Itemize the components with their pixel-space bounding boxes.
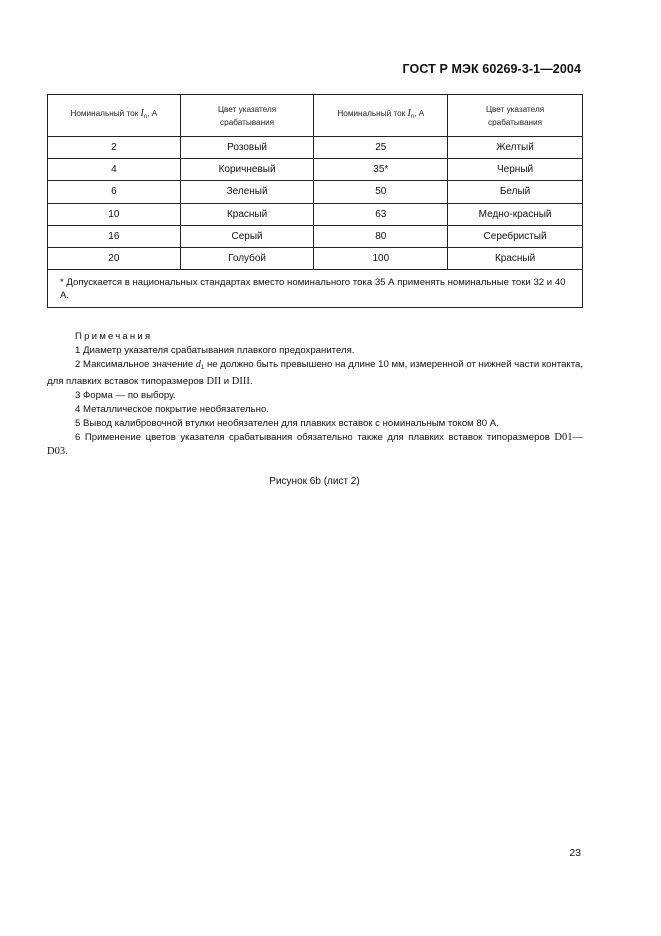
col-header-indicator-color: Цвет указателя срабатывания <box>448 95 583 137</box>
table-cell: Красный <box>180 203 314 225</box>
notes-title: Примечания <box>75 331 153 342</box>
table-row <box>48 181 583 203</box>
table-footnote-row <box>48 270 583 308</box>
note-5: 5 Вывод калибровочной втулки необязателен для плавких вставок с номинальным током 80 А. <box>75 418 499 429</box>
notes-section <box>47 330 583 459</box>
table-cell: 100 <box>314 247 448 269</box>
table-cell: 4 <box>48 159 181 181</box>
note-4: 4 Металлическое покрытие необязательно. <box>75 404 269 415</box>
note-1: 1 Диаметр указателя срабатывания плавкого предохранителя. <box>75 345 355 356</box>
table-row <box>48 247 583 269</box>
table-cell: Голубой <box>180 247 314 269</box>
table-cell: 50 <box>314 181 448 203</box>
table-cell: Белый <box>448 181 583 203</box>
table-row <box>48 159 583 181</box>
table-row <box>48 137 583 159</box>
table-cell: 6 <box>48 181 181 203</box>
table-cell: 35* <box>314 159 448 181</box>
table-cell: Зеленый <box>180 181 314 203</box>
table-cell: Розовый <box>180 137 314 159</box>
table-cell: 20 <box>48 247 181 269</box>
table-cell: Желтый <box>448 137 583 159</box>
fuse-color-table <box>47 94 583 308</box>
document-code: ГОСТ Р МЭК 60269-3-1—2004 <box>402 62 581 76</box>
table-row <box>48 225 583 247</box>
table-cell: Коричневый <box>180 159 314 181</box>
table-header-row <box>48 95 583 137</box>
table-cell: Черный <box>448 159 583 181</box>
table-cell: Красный <box>448 247 583 269</box>
table-row <box>48 203 583 225</box>
note-3: 3 Форма — по выбору. <box>75 390 176 401</box>
table-cell: Медно-красный <box>448 203 583 225</box>
note-6: 6 Применение цветов указателя срабатывания обязательно также для плавких вставок типоразмеров D01—D03. <box>47 432 583 457</box>
table-footnote: * Допускается в национальных стандартах вместо номинального тока 35 А применять номинальные токи 32 и 40 А. <box>48 270 583 308</box>
table-cell: 25 <box>314 137 448 159</box>
table-cell: 80 <box>314 225 448 247</box>
note-2: 2 Максимальное значение $d_1$ не должно быть превышено на длине 10 мм, измеренной от нижней части контакта, для плавких вставок типоразмеров DII и DIII. <box>47 359 584 387</box>
table-cell: Серебристый <box>448 225 583 247</box>
table-cell: 10 <box>48 203 181 225</box>
table-cell: Серый <box>180 225 314 247</box>
page-number: 23 <box>569 847 581 859</box>
col-header-indicator-color: Цвет указателя срабатывания <box>180 95 314 137</box>
table-cell: 63 <box>314 203 448 225</box>
table-cell: 2 <box>48 137 181 159</box>
col-header-rated-current: Номинальный ток $I_n$, А <box>314 95 448 137</box>
table-cell: 16 <box>48 225 181 247</box>
col-header-rated-current: Номинальный ток $I_n$, А <box>48 95 181 137</box>
figure-caption: Рисунок 6b (лист 2) <box>269 476 360 487</box>
